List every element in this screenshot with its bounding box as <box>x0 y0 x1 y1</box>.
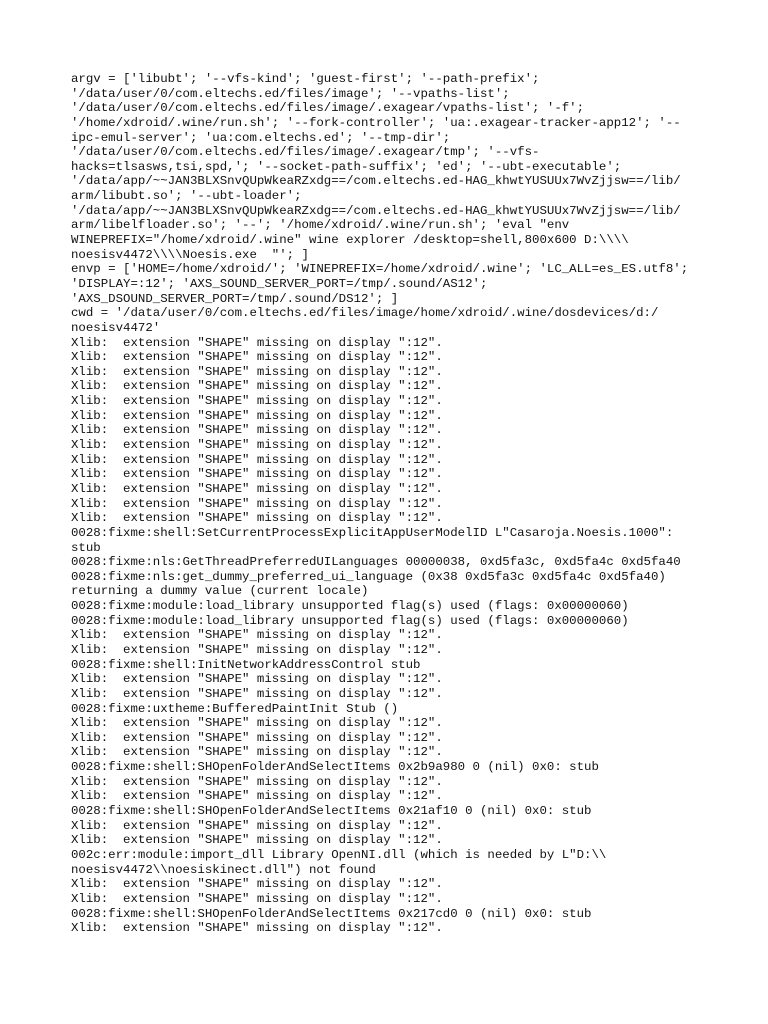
log-line: 'DISPLAY=:12'; 'AXS_SOUND_SERVER_PORT=/tmp/.sound/AS12'; <box>71 276 488 291</box>
log-line: cwd = '/data/user/0/com.eltechs.ed/files/image/home/xdroid/.wine/dosdevices/d:/ <box>71 306 659 321</box>
log-line: noesisv4472\\noesiskinect.dll") not found <box>71 862 376 877</box>
log-line: Xlib: extension "SHAPE" missing on display ":12". <box>71 774 443 789</box>
log-line: Xlib: extension "SHAPE" missing on display ":12". <box>71 745 443 760</box>
log-line: Xlib: extension "SHAPE" missing on display ":12". <box>71 467 443 482</box>
log-line: Xlib: extension "SHAPE" missing on display ":12". <box>71 423 443 438</box>
log-line: 0028:fixme:shell:SHOpenFolderAndSelectItems 0x2b9a980 0 (nil) 0x0: stub <box>71 760 599 775</box>
log-line: Xlib: extension "SHAPE" missing on display ":12". <box>71 438 443 453</box>
log-line: noesisv4472' <box>71 320 161 335</box>
log-line: Xlib: extension "SHAPE" missing on display ":12". <box>71 394 443 409</box>
log-line: hacks=tlsasws,tsi,spd,'; '--socket-path-suffix'; 'ed'; '--ubt-executable'; <box>71 159 622 174</box>
log-line: argv = ['libubt'; '--vfs-kind'; 'guest-first'; '--path-prefix'; <box>71 72 540 86</box>
log-line: WINEPREFIX="/home/xdroid/.wine" wine explorer /desktop=shell,800x600 D:\\\\ <box>71 233 629 248</box>
log-line: 0028:fixme:shell:SetCurrentProcessExplicitAppUserModelID L"Casaroja.Noesis.1000": <box>71 525 674 540</box>
log-line: '/data/user/0/com.eltechs.ed/files/image'; '--vpaths-list'; <box>71 86 510 101</box>
log-line: envp = ['HOME=/home/xdroid/'; 'WINEPREFIX=/home/xdroid/.wine'; 'LC_ALL=es_ES.utf8'; <box>71 262 689 277</box>
log-line: Xlib: extension "SHAPE" missing on display ":12". <box>71 511 443 526</box>
log-output <box>71 72 711 936</box>
log-line: Xlib: extension "SHAPE" missing on display ":12". <box>71 364 443 379</box>
log-line: 0028:fixme:uxtheme:BufferedPaintInit Stub () <box>71 701 399 716</box>
log-line: '/data/app/~~JAN3BLXSnvQUpWkeaRZxdg==/com.eltechs.ed-HAG_khwtYUSUUx7WvZjjsw==/lib/ <box>71 203 681 218</box>
log-line: Xlib: extension "SHAPE" missing on display ":12". <box>71 833 443 848</box>
log-line: 0028:fixme:shell:SHOpenFolderAndSelectItems 0x217cd0 0 (nil) 0x0: stub <box>71 906 592 921</box>
log-line: Xlib: extension "SHAPE" missing on display ":12". <box>71 877 443 892</box>
log-line: Xlib: extension "SHAPE" missing on display ":12". <box>71 379 443 394</box>
log-line: 0028:fixme:module:load_library unsupported flag(s) used (flags: 0x00000060) <box>71 613 629 628</box>
log-line: Xlib: extension "SHAPE" missing on display ":12". <box>71 789 443 804</box>
log-line: Xlib: extension "SHAPE" missing on display ":12". <box>71 628 443 643</box>
log-line: arm/libubt.so'; '--ubt-loader'; <box>71 189 302 204</box>
log-line: 0028:fixme:shell:InitNetworkAddressControl stub <box>71 657 421 672</box>
log-line: noesisv4472\\\\Noesis.exe "'; ] <box>71 247 309 262</box>
log-line: Xlib: extension "SHAPE" missing on display ":12". <box>71 452 443 467</box>
log-line: '/data/user/0/com.eltechs.ed/files/image/.exagear/vpaths-list'; '-f'; <box>71 101 585 116</box>
log-line: arm/libelfloader.so'; '--'; '/home/xdroid/.wine/run.sh'; 'eval "env <box>71 218 570 233</box>
log-line: 'AXS_DSOUND_SERVER_PORT=/tmp/.sound/DS12'; ] <box>71 291 399 306</box>
log-line: stub <box>71 540 101 555</box>
log-line: Xlib: extension "SHAPE" missing on display ":12". <box>71 921 443 936</box>
log-line: Xlib: extension "SHAPE" missing on display ":12". <box>71 350 443 365</box>
log-line: 0028:fixme:shell:SHOpenFolderAndSelectItems 0x21af10 0 (nil) 0x0: stub <box>71 804 592 819</box>
log-line: Xlib: extension "SHAPE" missing on display ":12". <box>71 716 443 731</box>
log-line: ipc-emul-server'; 'ua:com.eltechs.ed'; '--tmp-dir'; <box>71 130 451 145</box>
log-line: Xlib: extension "SHAPE" missing on display ":12". <box>71 818 443 833</box>
log-line: Xlib: extension "SHAPE" missing on display ":12". <box>71 642 443 657</box>
log-line: 0028:fixme:nls:get_dummy_preferred_ui_language (0x38 0xd5fa3c 0xd5fa4c 0xd5fa40) <box>71 569 666 584</box>
log-line: Xlib: extension "SHAPE" missing on display ":12". <box>71 496 443 511</box>
log-line: '/home/xdroid/.wine/run.sh'; '--fork-controller'; 'ua:.exagear-tracker-app12'; '-- <box>71 115 681 130</box>
log-line: Xlib: extension "SHAPE" missing on display ":12". <box>71 891 443 906</box>
log-line: returning a dummy value (current locale) <box>71 584 369 599</box>
log-line: Xlib: extension "SHAPE" missing on display ":12". <box>71 686 443 701</box>
log-line: Xlib: extension "SHAPE" missing on display ":12". <box>71 335 443 350</box>
log-line: 0028:fixme:nls:GetThreadPreferredUILanguages 00000038, 0xd5fa3c, 0xd5fa4c 0xd5fa40 <box>71 555 681 570</box>
log-line: Xlib: extension "SHAPE" missing on display ":12". <box>71 672 443 687</box>
log-line: Xlib: extension "SHAPE" missing on display ":12". <box>71 730 443 745</box>
log-line: Xlib: extension "SHAPE" missing on display ":12". <box>71 408 443 423</box>
log-line: 0028:fixme:module:load_library unsupported flag(s) used (flags: 0x00000060) <box>71 599 629 614</box>
log-line: '/data/app/~~JAN3BLXSnvQUpWkeaRZxdg==/com.eltechs.ed-HAG_khwtYUSUUx7WvZjjsw==/lib/ <box>71 174 681 189</box>
log-line: '/data/user/0/com.eltechs.ed/files/image/.exagear/tmp'; '--vfs- <box>71 145 540 160</box>
log-line: Xlib: extension "SHAPE" missing on display ":12". <box>71 481 443 496</box>
log-line: 002c:err:module:import_dll Library OpenNI.dll (which is needed by L"D:\\ <box>71 847 607 862</box>
